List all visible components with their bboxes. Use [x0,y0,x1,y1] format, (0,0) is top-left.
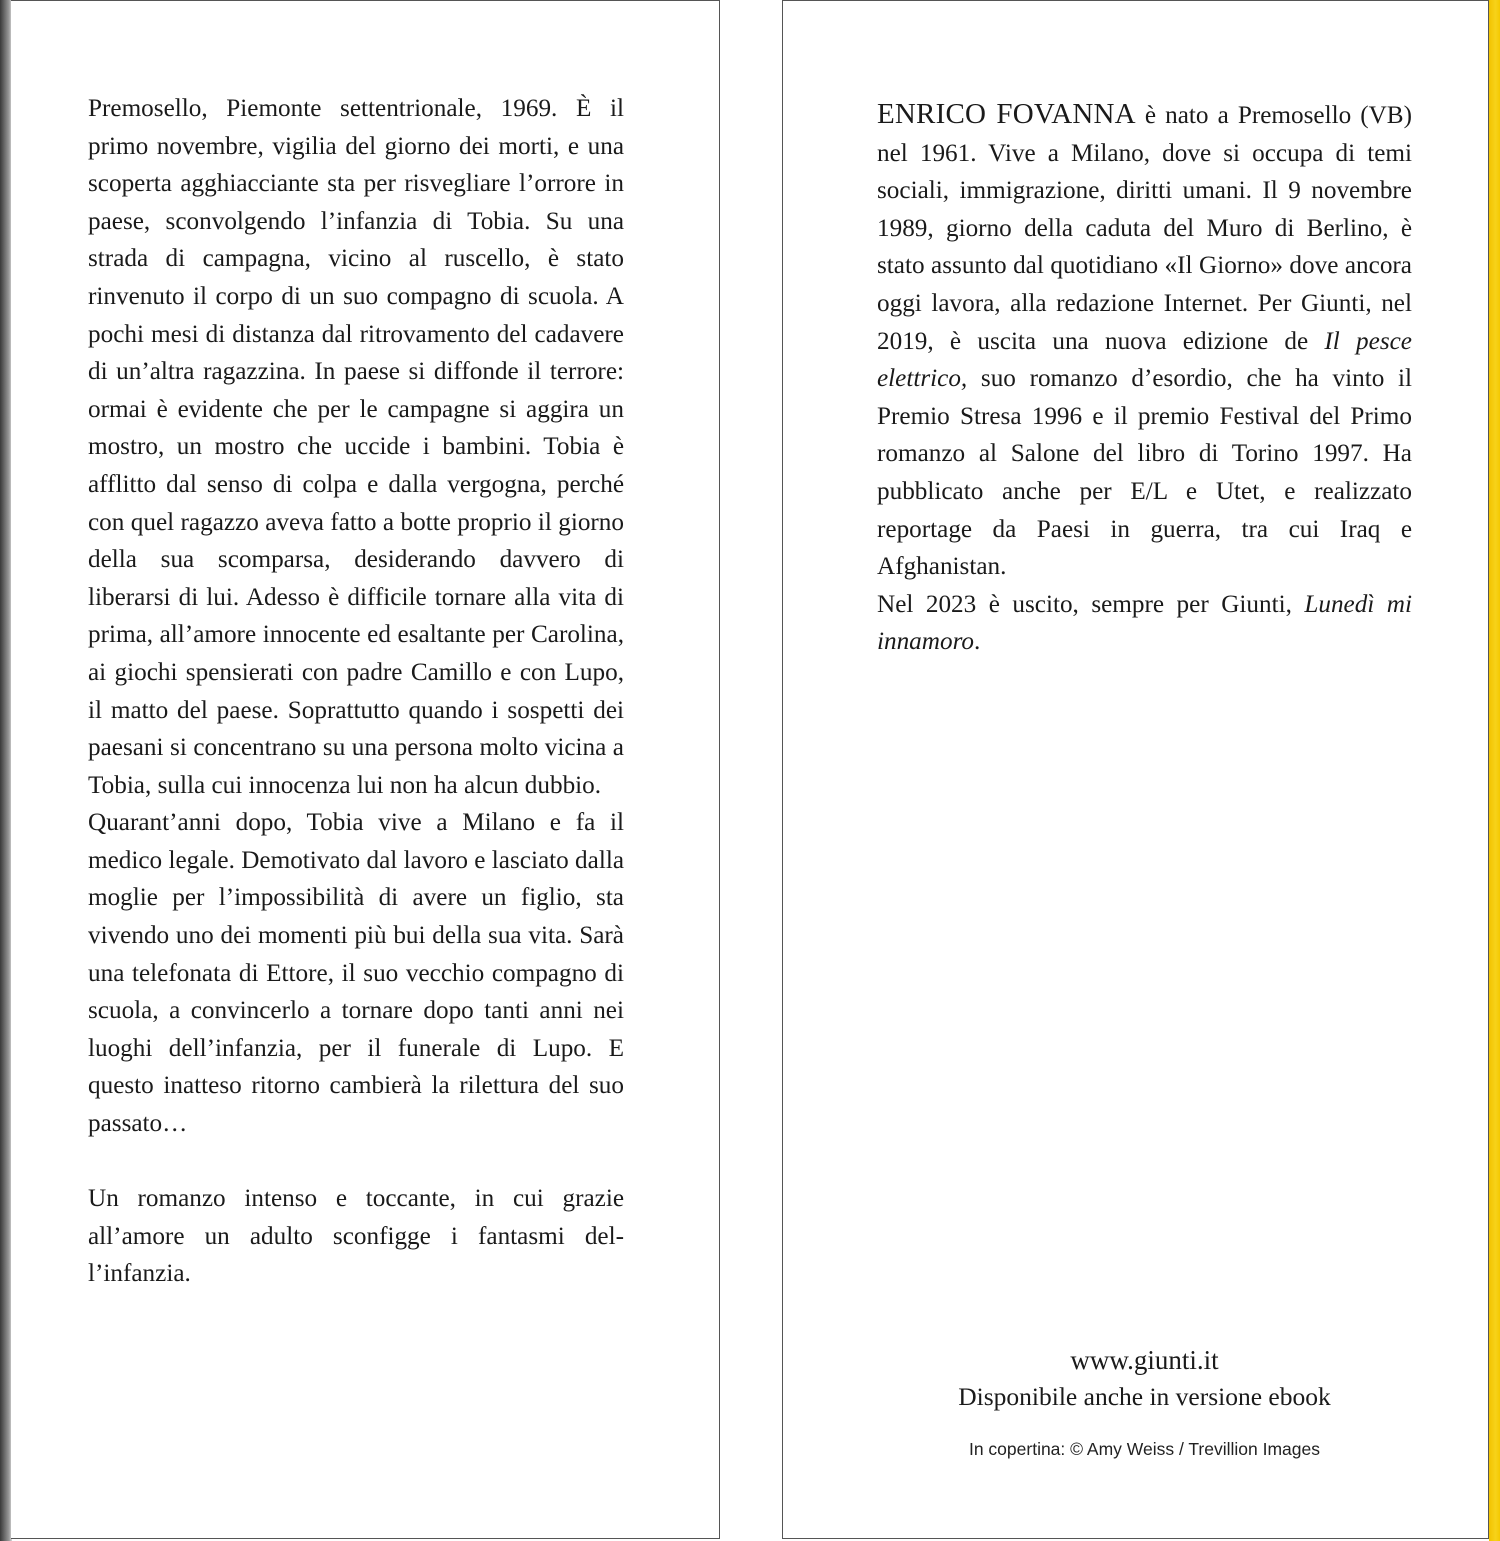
author-bio [877,96,1412,661]
blurb-paragraph-3: Un romanzo intenso e toccante, in cui grazie all’amore un adulto sconfigge i fantasmi dell’infanzia. [88,1185,624,1288]
bio-text-1: è nato a Premosello (VB) nel 1961. Vive a Milano, dove si occupa di temi sociali, immigrazione, diritti umani. Il 9 novembre 1989, giorno della caduta del Muro di Berlino, è stato assunto dal quotidiano «Il Giorno» dove ancora oggi lavora, alla redazione Internet. Per Giunti, nel 2019, è uscita una nuova edizione de [877,102,1412,355]
bio-paragraph-2 [877,586,1412,661]
flap-gap [720,0,782,1541]
ebook-availability: Disponibile anche in versione ebook [958,1382,1331,1411]
cover-credit: In copertina: © Amy Weiss / Trevillion Images [968,1439,1321,1459]
book-title-lunedi-mi-innamoro: Lunedì mi innamoro [877,590,1412,656]
bio-text-2: suo romanzo d’esordio, che ha vinto il Premio Stresa 1996 e il premio Festival del Primo romanzo al Salone del libro di Torino 1997. Ha pubblicato anche per E/L e Utet, e realizzato reportage da Paesi in guerra, tra cui Iraq e Afghanistan. [877,365,1412,581]
author-name: ENRICO FOVANNA [877,98,1136,130]
book-blurb [88,90,624,1293]
bio-paragraph-1 [877,96,1412,586]
book-title-pesce-elettrico: Il pesce elettrico, [877,327,1412,393]
blurb-paragraph-2: Quarant’anni dopo, Tobia vive a Milano e fa il medico legale. Demotivato dal lavoro e lasciato dalla moglie per l’impossibilità di avere un figlio, sta vivendo uno dei momenti più bui della sua vita. Sarà una telefonata di Ettore, il suo vecchio compagno di scuola, a convincerlo a tornare dopo tanti anni nei luoghi dell’infanzia, per il funerale di Lupo. E questo inatteso ritorno cambierà la rilettura del suo passato… [88,809,624,1138]
bio-text-3: Nel 2023 è uscito, sempre per Giunti, [877,590,1305,618]
blurb-paragraph-1: Premosello, Piemonte settentrionale, 1969. È il primo novembre, vigilia del giorno dei morti, e una scoperta agghiacciante sta per risvegliare l’orrore in paese, sconvolgendo l’infanzia di Tobia. Su una strada di campagna, vicino al ruscello, è stato rinvenuto il corpo di un suo compagno di scuola. A pochi mesi di distanza dal ritrovamento del cadavere di un’altra ragazzina. In paese si diffonde il terrore: ormai è evidente che per le campagne si aggira un mostro, un mostro che uccide i bambini. Tobia è afflitto dal senso di colpa e dalla vergogna, perché con quel ragazzo aveva fatto a botte proprio il giorno della sua scomparsa, desiderando davvero di liberarsi di lui. Adesso è difficile tornare alla vita di prima, all’amore innocente ed esaltante per Carolina, ai giochi spensierati con padre Camillo e con Lupo, il matto del paese. Soprattutto quando i sospetti dei paesani si concentrano su una persona molto vicina a Tobia, sulla cui innocenza lui non ha alcun dubbio. [88,95,624,799]
publisher-website: www.giunti.it [1070,1345,1219,1375]
bio-text-4: . [974,628,981,656]
paragraph-spacer [88,1143,624,1181]
cover-yellow-edge [1489,0,1500,1541]
